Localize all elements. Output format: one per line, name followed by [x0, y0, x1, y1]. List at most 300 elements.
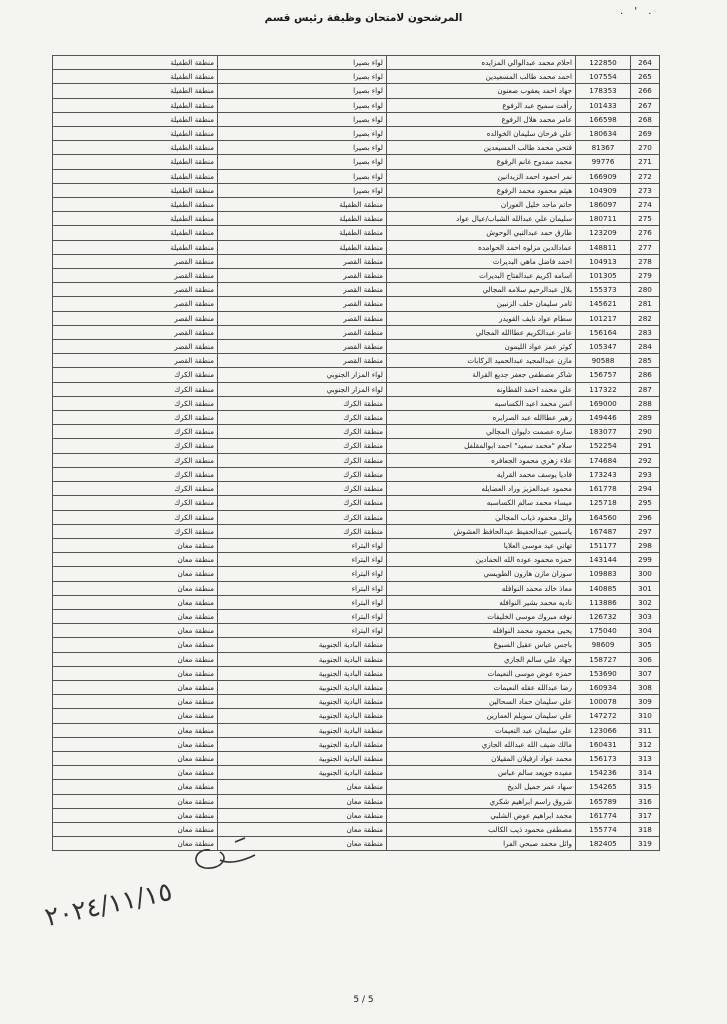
candidate-name: شروق راسم ابراهيم شكري: [387, 794, 576, 808]
handwritten-date: ٢٠٢٤/١١/١٥: [42, 876, 175, 934]
directorate: منطقة القصر: [218, 325, 387, 339]
candidate-id: 107554: [576, 70, 631, 84]
directorate: لواء البتراء: [218, 624, 387, 638]
candidate-id: 175040: [576, 624, 631, 638]
directorate: منطقة الكرك: [218, 411, 387, 425]
region: منطقة معان: [53, 794, 218, 808]
table-row: [53, 368, 660, 382]
region: منطقة الطفيلة: [53, 212, 218, 226]
table-row: [53, 737, 660, 751]
candidate-name: فتحي محمد طالب المسيعدين: [387, 141, 576, 155]
candidate-id: 182405: [576, 837, 631, 851]
row-number: 275: [631, 212, 660, 226]
candidate-id: 155774: [576, 822, 631, 836]
region: منطقة معان: [53, 737, 218, 751]
candidate-id: 104913: [576, 254, 631, 268]
candidate-name: جهاد احمد يعقوب صعنون: [387, 84, 576, 98]
candidate-id: 180634: [576, 127, 631, 141]
candidate-name: ثامر سليمان خلف الزنبين: [387, 297, 576, 311]
candidate-name: هيثم محمود محمد الرفوع: [387, 183, 576, 197]
directorate: لواء البتراء: [218, 553, 387, 567]
region: منطقة الطفيلة: [53, 240, 218, 254]
directorate: منطقة معان: [218, 822, 387, 836]
row-number: 314: [631, 766, 660, 780]
candidate-id: 158727: [576, 652, 631, 666]
candidate-id: 113886: [576, 595, 631, 609]
candidate-name: رضا عبدالله عقله النعيمات: [387, 680, 576, 694]
candidate-name: مفيده جويعد سالم عباس: [387, 766, 576, 780]
directorate: منطقة الكرك: [218, 425, 387, 439]
directorate: منطقة معان: [218, 794, 387, 808]
region: منطقة الكرك: [53, 425, 218, 439]
row-number: 274: [631, 198, 660, 212]
table-row: [53, 240, 660, 254]
row-number: 313: [631, 751, 660, 765]
row-number: 308: [631, 680, 660, 694]
directorate: منطقة الكرك: [218, 439, 387, 453]
row-number: 295: [631, 496, 660, 510]
candidate-name: علاء زهري محمود الجعافره: [387, 453, 576, 467]
directorate: منطقة الكرك: [218, 510, 387, 524]
row-number: 272: [631, 169, 660, 183]
page-title: المرشحون لامتحان وظيفة رئيس قسم: [264, 12, 463, 24]
candidate-name: مصطفى محمود ذيب الكالب: [387, 822, 576, 836]
region: منطقة معان: [53, 638, 218, 652]
region: منطقة الطفيلة: [53, 141, 218, 155]
directorate: لواء المزار الجنوبي: [218, 382, 387, 396]
directorate: منطقة الكرك: [218, 467, 387, 481]
region: منطقة الطفيلة: [53, 56, 218, 70]
row-number: 303: [631, 609, 660, 623]
table-row: [53, 709, 660, 723]
row-number: 285: [631, 354, 660, 368]
candidate-name: تهاني عيد موسى العلايا: [387, 538, 576, 552]
table-row: [53, 609, 660, 623]
region: منطقة الكرك: [53, 439, 218, 453]
row-number: 276: [631, 226, 660, 240]
candidate-id: 149446: [576, 411, 631, 425]
candidate-id: 161778: [576, 482, 631, 496]
directorate: لواء البتراء: [218, 595, 387, 609]
region: منطقة معان: [53, 624, 218, 638]
candidate-name: نمر احمود احمد الزيدانين: [387, 169, 576, 183]
table-row: [53, 794, 660, 808]
directorate: منطقة الكرك: [218, 524, 387, 538]
candidate-id: 160431: [576, 737, 631, 751]
candidate-name: فاديا يوسف محمد القرايه: [387, 467, 576, 481]
row-number: 299: [631, 553, 660, 567]
row-number: 316: [631, 794, 660, 808]
directorate: لواء بصيرا: [218, 70, 387, 84]
row-number: 270: [631, 141, 660, 155]
table-row: [53, 254, 660, 268]
directorate: لواء بصيرا: [218, 183, 387, 197]
candidates-table: [52, 55, 660, 851]
region: منطقة معان: [53, 567, 218, 581]
table-row: [53, 467, 660, 481]
table-row: [53, 638, 660, 652]
directorate: منطقة القصر: [218, 297, 387, 311]
candidate-id: 178353: [576, 84, 631, 98]
region: منطقة معان: [53, 553, 218, 567]
candidate-id: 186097: [576, 198, 631, 212]
row-number: 309: [631, 695, 660, 709]
row-number: 294: [631, 482, 660, 496]
candidate-name: يحيى محمود محمد النوافله: [387, 624, 576, 638]
candidate-id: 166598: [576, 112, 631, 126]
table-row: [53, 70, 660, 84]
table-row: [53, 183, 660, 197]
candidate-name: انس محمد اعبد الكساسبه: [387, 396, 576, 410]
region: منطقة معان: [53, 609, 218, 623]
candidate-id: 180711: [576, 212, 631, 226]
region: منطقة معان: [53, 666, 218, 680]
table-row: [53, 84, 660, 98]
table-row: [53, 382, 660, 396]
candidate-name: حمزه عوض موسى النعيمات: [387, 666, 576, 680]
table-row: [53, 340, 660, 354]
region: منطقة الكرك: [53, 510, 218, 524]
candidate-name: محمد ممدوح غانم الرفوع: [387, 155, 576, 169]
candidate-name: محمد عواد ارفيلان المقيلان: [387, 751, 576, 765]
table-row: [53, 311, 660, 325]
row-number: 284: [631, 340, 660, 354]
row-number: 293: [631, 467, 660, 481]
candidate-id: 122850: [576, 56, 631, 70]
table-row: [53, 652, 660, 666]
directorate: لواء البتراء: [218, 567, 387, 581]
candidate-name: زهير عطاالله عبد الصرايره: [387, 411, 576, 425]
candidate-id: 105347: [576, 340, 631, 354]
candidate-name: عامر محمد هلال الرفوع: [387, 112, 576, 126]
region: منطقة الطفيلة: [53, 183, 218, 197]
candidate-name: بلال عبدالرحيم سلامه المجالي: [387, 283, 576, 297]
directorate: منطقة الطفيلة: [218, 240, 387, 254]
candidate-name: سهاد عمر جميل الديخ: [387, 780, 576, 794]
candidate-id: 156173: [576, 751, 631, 765]
candidate-id: 99776: [576, 155, 631, 169]
row-number: 305: [631, 638, 660, 652]
candidate-name: ياسمين عبدالحفيظ عبدالحافظ العشوش: [387, 524, 576, 538]
directorate: منطقة البادية الجنوبية: [218, 737, 387, 751]
region: منطقة الكرك: [53, 524, 218, 538]
directorate: منطقة الكرك: [218, 482, 387, 496]
candidate-id: 90588: [576, 354, 631, 368]
directorate: منطقة البادية الجنوبية: [218, 751, 387, 765]
candidate-id: 100078: [576, 695, 631, 709]
directorate: لواء بصيرا: [218, 112, 387, 126]
directorate: لواء المزار الجنوبي: [218, 368, 387, 382]
candidate-id: 117322: [576, 382, 631, 396]
region: منطقة معان: [53, 695, 218, 709]
candidate-name: اسامه اكريم عبدالفتاح البديرات: [387, 269, 576, 283]
candidate-id: 151177: [576, 538, 631, 552]
candidate-name: احلام محمد عبدالوالي المزايده: [387, 56, 576, 70]
table-row: [53, 127, 660, 141]
region: منطقة معان: [53, 837, 218, 851]
row-number: 266: [631, 84, 660, 98]
row-number: 297: [631, 524, 660, 538]
row-number: 306: [631, 652, 660, 666]
candidate-name: سليمان علي عبدالله الشباب/عيال عواد: [387, 212, 576, 226]
row-number: 267: [631, 98, 660, 112]
candidate-name: معاذ خالد محمد النوافله: [387, 581, 576, 595]
candidate-name: ناديه محمد بشير النوافله: [387, 595, 576, 609]
region: منطقة الطفيلة: [53, 198, 218, 212]
candidate-id: 143144: [576, 553, 631, 567]
candidate-id: 101433: [576, 98, 631, 112]
candidate-id: 109883: [576, 567, 631, 581]
region: منطقة القصر: [53, 269, 218, 283]
directorate: لواء بصيرا: [218, 155, 387, 169]
region: منطقة القصر: [53, 340, 218, 354]
region: منطقة معان: [53, 581, 218, 595]
candidate-id: 164560: [576, 510, 631, 524]
candidate-id: 104909: [576, 183, 631, 197]
directorate: منطقة البادية الجنوبية: [218, 680, 387, 694]
region: منطقة معان: [53, 822, 218, 836]
candidate-name: جهاد علي سالم الجازي: [387, 652, 576, 666]
row-number: 298: [631, 538, 660, 552]
candidate-name: علي محمد احمد القطاونه: [387, 382, 576, 396]
row-number: 279: [631, 269, 660, 283]
candidate-id: 161774: [576, 808, 631, 822]
candidate-name: باجس عباس عقيل السبوع: [387, 638, 576, 652]
candidate-name: سلام "محمد سعيد" احمد ابوالمقلفل: [387, 439, 576, 453]
candidate-name: شاكر مصطفى جعفر جديع القرالة: [387, 368, 576, 382]
candidate-id: 148811: [576, 240, 631, 254]
table-row: [53, 411, 660, 425]
directorate: منطقة القصر: [218, 283, 387, 297]
region: منطقة الطفيلة: [53, 84, 218, 98]
region: منطقة معان: [53, 709, 218, 723]
table-row: [53, 751, 660, 765]
region: منطقة الطفيلة: [53, 70, 218, 84]
candidate-name: علي سليمان سويلم العمارين: [387, 709, 576, 723]
directorate: منطقة الطفيلة: [218, 212, 387, 226]
candidate-id: 183077: [576, 425, 631, 439]
region: منطقة القصر: [53, 283, 218, 297]
table-row: [53, 325, 660, 339]
directorate: لواء بصيرا: [218, 127, 387, 141]
region: منطقة الكرك: [53, 396, 218, 410]
row-number: 277: [631, 240, 660, 254]
table-row: [53, 766, 660, 780]
row-number: 273: [631, 183, 660, 197]
directorate: لواء بصيرا: [218, 84, 387, 98]
table-row: [53, 553, 660, 567]
candidate-id: 125718: [576, 496, 631, 510]
region: منطقة معان: [53, 723, 218, 737]
row-number: 312: [631, 737, 660, 751]
candidate-name: عامر عبدالكريم عطاالله المجالي: [387, 325, 576, 339]
row-number: 286: [631, 368, 660, 382]
region: منطقة معان: [53, 652, 218, 666]
table-row: [53, 354, 660, 368]
row-number: 296: [631, 510, 660, 524]
candidate-name: ميساء محمد سالم الكساسبه: [387, 496, 576, 510]
table-row: [53, 538, 660, 552]
candidate-name: وائل محمد صبحي الفرا: [387, 837, 576, 851]
candidate-id: 169000: [576, 396, 631, 410]
candidate-id: 160934: [576, 680, 631, 694]
page-number: 5 / 5: [353, 995, 374, 1005]
row-number: 287: [631, 382, 660, 396]
table-row: [53, 624, 660, 638]
directorate: منطقة الكرك: [218, 453, 387, 467]
directorate: منطقة الطفيلة: [218, 226, 387, 240]
candidate-id: 126732: [576, 609, 631, 623]
region: منطقة القصر: [53, 297, 218, 311]
candidate-name: حمزه محمود عوده الله الحمادين: [387, 553, 576, 567]
directorate: لواء البتراء: [218, 538, 387, 552]
region: منطقة معان: [53, 595, 218, 609]
region: منطقة القصر: [53, 254, 218, 268]
candidate-name: كوثر عمر عواد الليمون: [387, 340, 576, 354]
table-row: [53, 780, 660, 794]
row-number: 319: [631, 837, 660, 851]
candidate-name: احمد فاضل ماهي البديرات: [387, 254, 576, 268]
candidate-id: 145621: [576, 297, 631, 311]
row-number: 278: [631, 254, 660, 268]
table-row: [53, 396, 660, 410]
row-number: 271: [631, 155, 660, 169]
candidate-id: 167487: [576, 524, 631, 538]
candidate-name: ساره عصمت دليوان المجالي: [387, 425, 576, 439]
candidate-id: 174684: [576, 453, 631, 467]
table-row: [53, 297, 660, 311]
table-row: [53, 56, 660, 70]
row-number: 265: [631, 70, 660, 84]
directorate: منطقة الكرك: [218, 396, 387, 410]
region: منطقة معان: [53, 680, 218, 694]
row-number: 268: [631, 112, 660, 126]
region: منطقة معان: [53, 751, 218, 765]
directorate: لواء بصيرا: [218, 98, 387, 112]
directorate: منطقة معان: [218, 780, 387, 794]
directorate: لواء بصيرا: [218, 141, 387, 155]
table-row: [53, 695, 660, 709]
row-number: 300: [631, 567, 660, 581]
region: منطقة الطفيلة: [53, 155, 218, 169]
directorate: منطقة القصر: [218, 269, 387, 283]
candidate-name: حاتم ماجد خليل العوران: [387, 198, 576, 212]
candidate-id: 147272: [576, 709, 631, 723]
table-row: [53, 269, 660, 283]
row-number: 282: [631, 311, 660, 325]
directorate: منطقة معان: [218, 837, 387, 851]
directorate: منطقة البادية الجنوبية: [218, 766, 387, 780]
region: منطقة القصر: [53, 354, 218, 368]
candidate-id: 101217: [576, 311, 631, 325]
table-row: [53, 283, 660, 297]
candidate-name: مالك ضيف الله عبدالله الجازي: [387, 737, 576, 751]
table-row: [53, 226, 660, 240]
directorate: منطقة القصر: [218, 354, 387, 368]
candidate-id: 123066: [576, 723, 631, 737]
table-row: [53, 155, 660, 169]
candidate-id: 98609: [576, 638, 631, 652]
candidate-name: سوزان مازن هارون الطويسي: [387, 567, 576, 581]
directorate: منطقة البادية الجنوبية: [218, 666, 387, 680]
candidate-name: رأفت سميح عبد الرفوع: [387, 98, 576, 112]
region: منطقة الكرك: [53, 368, 218, 382]
region: منطقة الطفيلة: [53, 98, 218, 112]
candidate-id: 153690: [576, 666, 631, 680]
row-number: 310: [631, 709, 660, 723]
candidate-name: محمود عبدالعزيز وراد العضايله: [387, 482, 576, 496]
directorate: منطقة الطفيلة: [218, 198, 387, 212]
region: منطقة الكرك: [53, 467, 218, 481]
region: منطقة الكرك: [53, 411, 218, 425]
table-row: [53, 141, 660, 155]
candidate-name: طارق حمد عبدالنبي الوحوش: [387, 226, 576, 240]
row-number: 304: [631, 624, 660, 638]
table-row: [53, 212, 660, 226]
row-number: 288: [631, 396, 660, 410]
row-number: 281: [631, 297, 660, 311]
table-row: [53, 496, 660, 510]
directorate: منطقة القصر: [218, 340, 387, 354]
directorate: لواء البتراء: [218, 581, 387, 595]
table-row: [53, 198, 660, 212]
region: منطقة معان: [53, 780, 218, 794]
candidate-id: 101305: [576, 269, 631, 283]
candidate-name: محمد ابراهيم عوض الشلبي: [387, 808, 576, 822]
candidate-id: 140885: [576, 581, 631, 595]
candidate-id: 165789: [576, 794, 631, 808]
candidate-name: عمادالدين مزلوه احمد الحوامده: [387, 240, 576, 254]
table-row: [53, 510, 660, 524]
table-row: [53, 666, 660, 680]
region: منطقة الكرك: [53, 453, 218, 467]
table-row: [53, 595, 660, 609]
row-number: 317: [631, 808, 660, 822]
region: منطقة الطفيلة: [53, 112, 218, 126]
directorate: منطقة البادية الجنوبية: [218, 638, 387, 652]
row-number: 307: [631, 666, 660, 680]
row-number: 302: [631, 595, 660, 609]
row-number: 289: [631, 411, 660, 425]
table-row: [53, 567, 660, 581]
table-row: [53, 581, 660, 595]
candidate-name: علي سليمان عبد النعيمات: [387, 723, 576, 737]
region: منطقة الكرك: [53, 482, 218, 496]
directorate: منطقة البادية الجنوبية: [218, 695, 387, 709]
region: منطقة الكرك: [53, 496, 218, 510]
directorate: لواء بصيرا: [218, 56, 387, 70]
row-number: 269: [631, 127, 660, 141]
region: منطقة الطفيلة: [53, 169, 218, 183]
region: منطقة القصر: [53, 325, 218, 339]
table-row: [53, 425, 660, 439]
directorate: منطقة البادية الجنوبية: [218, 652, 387, 666]
row-number: 264: [631, 56, 660, 70]
candidate-name: وائل محمود ذياب المجالي: [387, 510, 576, 524]
region: منطقة معان: [53, 538, 218, 552]
table-row: [53, 482, 660, 496]
row-number: 280: [631, 283, 660, 297]
row-number: 283: [631, 325, 660, 339]
row-number: 291: [631, 439, 660, 453]
table-row: [53, 112, 660, 126]
corner-marks: . ' .: [620, 6, 656, 17]
candidate-name: مازن عبدالمجيد عبدالحميد الركابات: [387, 354, 576, 368]
directorate: منطقة القصر: [218, 254, 387, 268]
candidate-name: علي فرحان سليمان الخوالده: [387, 127, 576, 141]
table-row: [53, 524, 660, 538]
candidate-name: علي سليمان حماد السحالين: [387, 695, 576, 709]
